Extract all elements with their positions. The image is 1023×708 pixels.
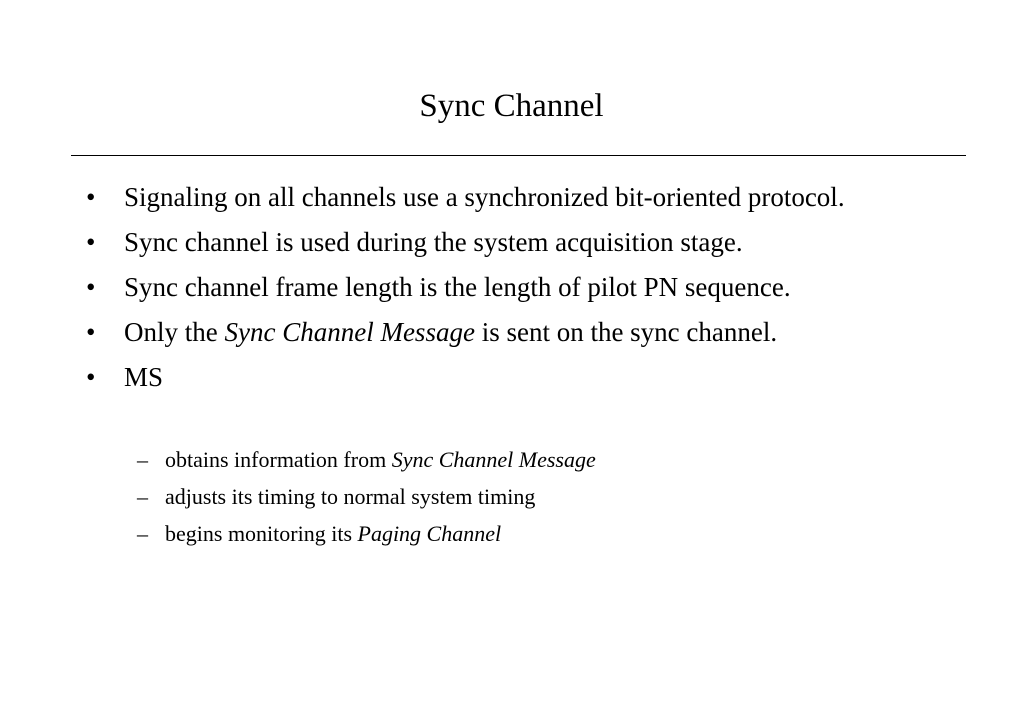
bullet-marker: • [86,362,96,392]
bullet-text: Sync channel frame length is the length of pilot PN sequence. [124,272,791,302]
sub-bullet-text-before: obtains information from [165,447,392,472]
sub-bullet-item [0,518,1023,549]
sub-bullet-text: adjusts its timing to normal system timing [165,484,536,509]
sub-bullet-marker: – [137,521,148,546]
bullet-text-emphasis: Sync Channel Message [224,317,475,347]
sub-bullet-container [0,442,1023,555]
title-divider [71,155,966,156]
bullet-marker: • [86,317,96,347]
sub-bullet-marker: – [137,447,148,472]
sub-bullet-text-before: begins monitoring its [165,521,358,546]
sub-bullet-list [0,444,1023,549]
sub-bullet-text-emphasis: Sync Channel Message [391,447,596,472]
bullet-text: Signaling on all channels use a synchronized bit-oriented protocol. [124,182,845,212]
slide-title: Sync Channel [419,88,604,124]
sub-bullet-item [0,481,1023,512]
bullet-item [0,313,1023,352]
sub-bullet-marker: – [137,484,148,509]
sub-bullet-text-emphasis: Paging Channel [357,521,502,546]
bullet-text-after: is sent on the sync channel. [474,317,778,347]
bullet-marker: • [86,182,96,212]
bullet-item [0,178,1023,217]
bullet-list [0,178,1023,403]
sub-bullet-item [0,444,1023,475]
bullet-marker: • [86,272,96,302]
bullet-item [0,223,1023,262]
bullet-item [0,268,1023,307]
bullet-text: MS [124,362,164,392]
bullet-text-before: Only the [124,317,225,347]
bullet-item [0,358,1023,397]
bullet-marker: • [86,227,96,257]
bullet-text: Sync channel is used during the system acquisition stage. [124,227,743,257]
